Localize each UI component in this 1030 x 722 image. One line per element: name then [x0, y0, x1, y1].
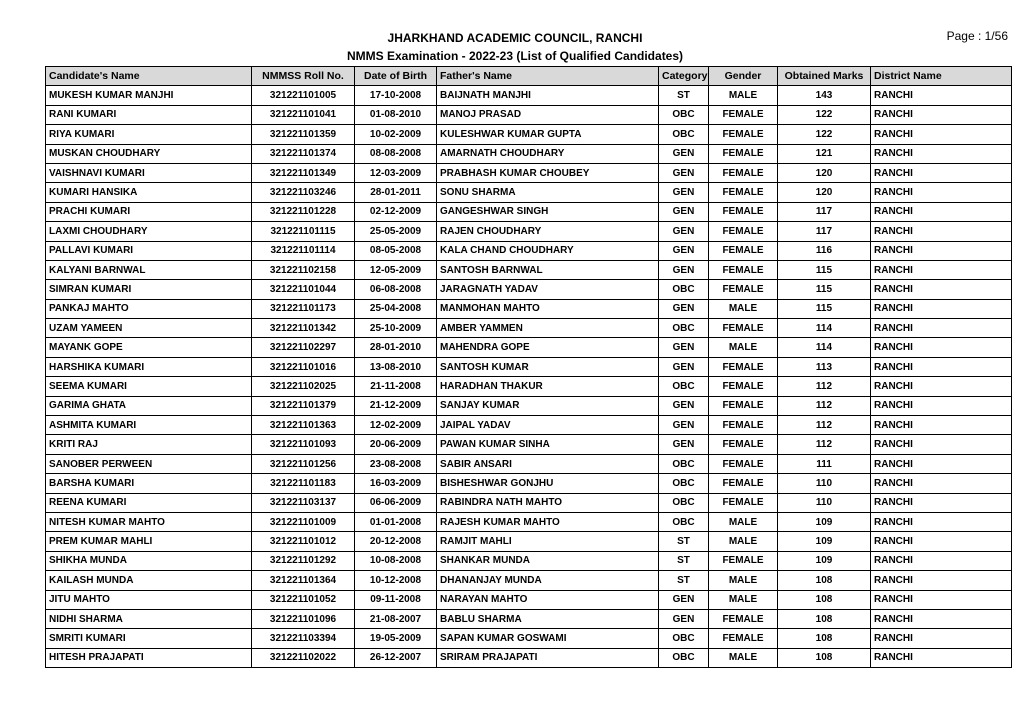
candidate-name-cell: PREM KUMAR MAHLI [46, 532, 252, 551]
candidate-name-cell: NIDHI SHARMA [46, 609, 252, 628]
table-row [46, 493, 1012, 512]
candidate-name-cell: MUKESH KUMAR MANJHI [46, 86, 252, 105]
category-cell: GEN [659, 435, 709, 454]
father-name-cell: SHANKAR MUNDA [437, 551, 659, 570]
category-cell: GEN [659, 299, 709, 318]
gender-cell: MALE [709, 299, 778, 318]
marks-cell: 115 [778, 280, 871, 299]
category-cell: OBC [659, 629, 709, 648]
roll-no-cell: 321221101359 [252, 125, 355, 144]
gender-cell: FEMALE [709, 551, 778, 570]
table-row [46, 105, 1012, 124]
candidate-name-cell: REENA KUMARI [46, 493, 252, 512]
table-row [46, 609, 1012, 628]
roll-no-cell: 321221101016 [252, 357, 355, 376]
table-row [46, 86, 1012, 105]
gender-cell: FEMALE [709, 163, 778, 182]
district-cell: RANCHI [871, 493, 1012, 512]
candidate-name-cell: LAXMI CHOUDHARY [46, 222, 252, 241]
district-cell: RANCHI [871, 416, 1012, 435]
district-cell: RANCHI [871, 144, 1012, 163]
category-cell: GEN [659, 144, 709, 163]
gender-cell: FEMALE [709, 609, 778, 628]
gender-cell: MALE [709, 512, 778, 531]
table-row [46, 144, 1012, 163]
gender-cell: FEMALE [709, 183, 778, 202]
roll-no-cell: 321221101009 [252, 512, 355, 531]
category-cell: GEN [659, 609, 709, 628]
table-row [46, 629, 1012, 648]
roll-no-cell: 321221101044 [252, 280, 355, 299]
gender-cell: FEMALE [709, 125, 778, 144]
roll-no-cell: 321221101364 [252, 571, 355, 590]
gender-cell: FEMALE [709, 144, 778, 163]
father-name-cell: GANGESHWAR SINGH [437, 202, 659, 221]
marks-cell: 108 [778, 609, 871, 628]
table-row [46, 163, 1012, 182]
marks-cell: 112 [778, 416, 871, 435]
father-name-cell: SRIRAM PRAJAPATI [437, 648, 659, 667]
district-cell: RANCHI [871, 435, 1012, 454]
candidate-name-cell: MUSKAN CHOUDHARY [46, 144, 252, 163]
candidate-name-cell: SEEMA KUMARI [46, 377, 252, 396]
district-cell: RANCHI [871, 260, 1012, 279]
father-name-cell: SANTOSH BARNWAL [437, 260, 659, 279]
marks-cell: 116 [778, 241, 871, 260]
candidate-name-cell: RANI KUMARI [46, 105, 252, 124]
roll-no-cell: 321221101115 [252, 222, 355, 241]
marks-cell: 109 [778, 532, 871, 551]
table-row [46, 280, 1012, 299]
marks-cell: 122 [778, 125, 871, 144]
roll-no-cell: 321221102022 [252, 648, 355, 667]
category-cell: ST [659, 571, 709, 590]
table-row [46, 125, 1012, 144]
gender-cell: FEMALE [709, 319, 778, 338]
marks-cell: 109 [778, 512, 871, 531]
table-header-row [46, 67, 1012, 86]
father-name-cell: SAPAN KUMAR GOSWAMI [437, 629, 659, 648]
date-of-birth-cell: 10-02-2009 [355, 125, 437, 144]
gender-cell: FEMALE [709, 105, 778, 124]
marks-cell: 110 [778, 493, 871, 512]
category-cell: GEN [659, 222, 709, 241]
header-district-name: District Name [871, 67, 1012, 86]
roll-no-cell: 321221101342 [252, 319, 355, 338]
date-of-birth-cell: 21-11-2008 [355, 377, 437, 396]
gender-cell: FEMALE [709, 416, 778, 435]
table-row [46, 183, 1012, 202]
roll-no-cell: 321221101012 [252, 532, 355, 551]
date-of-birth-cell: 10-08-2008 [355, 551, 437, 570]
father-name-cell: RAJEN CHOUDHARY [437, 222, 659, 241]
date-of-birth-cell: 23-08-2008 [355, 454, 437, 473]
category-cell: OBC [659, 280, 709, 299]
district-cell: RANCHI [871, 474, 1012, 493]
father-name-cell: SABIR ANSARI [437, 454, 659, 473]
date-of-birth-cell: 10-12-2008 [355, 571, 437, 590]
gender-cell: MALE [709, 590, 778, 609]
category-cell: OBC [659, 454, 709, 473]
candidate-name-cell: UZAM YAMEEN [46, 319, 252, 338]
category-cell: GEN [659, 241, 709, 260]
category-cell: OBC [659, 105, 709, 124]
gender-cell: FEMALE [709, 454, 778, 473]
father-name-cell: DHANANJAY MUNDA [437, 571, 659, 590]
roll-no-cell: 321221101256 [252, 454, 355, 473]
date-of-birth-cell: 26-12-2007 [355, 648, 437, 667]
father-name-cell: BISHESHWAR GONJHU [437, 474, 659, 493]
date-of-birth-cell: 21-12-2009 [355, 396, 437, 415]
marks-cell: 108 [778, 648, 871, 667]
father-name-cell: RAMJIT MAHLI [437, 532, 659, 551]
district-cell: RANCHI [871, 319, 1012, 338]
table-row [46, 571, 1012, 590]
district-cell: RANCHI [871, 183, 1012, 202]
date-of-birth-cell: 08-08-2008 [355, 144, 437, 163]
gender-cell: FEMALE [709, 357, 778, 376]
table-row [46, 396, 1012, 415]
father-name-cell: JAIPAL YADAV [437, 416, 659, 435]
district-cell: RANCHI [871, 105, 1012, 124]
date-of-birth-cell: 13-08-2010 [355, 357, 437, 376]
date-of-birth-cell: 20-12-2008 [355, 532, 437, 551]
date-of-birth-cell: 16-03-2009 [355, 474, 437, 493]
category-cell: OBC [659, 125, 709, 144]
header-category: Category [659, 67, 709, 86]
header-obtained-marks: Obtained Marks [778, 67, 871, 86]
father-name-cell: KULESHWAR KUMAR GUPTA [437, 125, 659, 144]
roll-no-cell: 321221102158 [252, 260, 355, 279]
candidate-name-cell: PANKAJ MAHTO [46, 299, 252, 318]
category-cell: OBC [659, 377, 709, 396]
district-cell: RANCHI [871, 125, 1012, 144]
roll-no-cell: 321221101093 [252, 435, 355, 454]
marks-cell: 110 [778, 474, 871, 493]
candidate-name-cell: SIMRAN KUMARI [46, 280, 252, 299]
district-cell: RANCHI [871, 377, 1012, 396]
table-row [46, 260, 1012, 279]
marks-cell: 121 [778, 144, 871, 163]
father-name-cell: KALA CHAND CHOUDHARY [437, 241, 659, 260]
marks-cell: 112 [778, 377, 871, 396]
father-name-cell: NARAYAN MAHTO [437, 590, 659, 609]
candidate-name-cell: ASHMITA KUMARI [46, 416, 252, 435]
table-row [46, 474, 1012, 493]
category-cell: GEN [659, 590, 709, 609]
date-of-birth-cell: 02-12-2009 [355, 202, 437, 221]
date-of-birth-cell: 20-06-2009 [355, 435, 437, 454]
district-cell: RANCHI [871, 222, 1012, 241]
district-cell: RANCHI [871, 532, 1012, 551]
marks-cell: 115 [778, 260, 871, 279]
category-cell: GEN [659, 416, 709, 435]
father-name-cell: MANMOHAN MAHTO [437, 299, 659, 318]
father-name-cell: RABINDRA NATH MAHTO [437, 493, 659, 512]
roll-no-cell: 321221101183 [252, 474, 355, 493]
father-name-cell: SANJAY KUMAR [437, 396, 659, 415]
document-title: JHARKHAND ACADEMIC COUNCIL, RANCHI [387, 31, 643, 45]
roll-no-cell: 321221103394 [252, 629, 355, 648]
district-cell: RANCHI [871, 629, 1012, 648]
table-row [46, 435, 1012, 454]
district-cell: RANCHI [871, 202, 1012, 221]
header-candidate-name: Candidate's Name [46, 67, 252, 86]
date-of-birth-cell: 06-06-2009 [355, 493, 437, 512]
date-of-birth-cell: 01-01-2008 [355, 512, 437, 531]
father-name-cell: BAIJNATH MANJHI [437, 86, 659, 105]
candidate-name-cell: PRACHI KUMARI [46, 202, 252, 221]
roll-no-cell: 321221101173 [252, 299, 355, 318]
table-row [46, 512, 1012, 531]
gender-cell: FEMALE [709, 396, 778, 415]
table-row [46, 241, 1012, 260]
district-cell: RANCHI [871, 338, 1012, 357]
table-row [46, 222, 1012, 241]
candidate-name-cell: NITESH KUMAR MAHTO [46, 512, 252, 531]
candidate-name-cell: PALLAVI KUMARI [46, 241, 252, 260]
roll-no-cell: 321221101379 [252, 396, 355, 415]
table-row [46, 454, 1012, 473]
table-row [46, 338, 1012, 357]
marks-cell: 117 [778, 222, 871, 241]
header-gender: Gender [709, 67, 778, 86]
marks-cell: 111 [778, 454, 871, 473]
category-cell: GEN [659, 163, 709, 182]
category-cell: GEN [659, 357, 709, 376]
marks-cell: 120 [778, 163, 871, 182]
category-cell: OBC [659, 474, 709, 493]
date-of-birth-cell: 21-08-2007 [355, 609, 437, 628]
marks-cell: 143 [778, 86, 871, 105]
candidate-name-cell: RIYA KUMARI [46, 125, 252, 144]
roll-no-cell: 321221101292 [252, 551, 355, 570]
roll-no-cell: 321221101228 [252, 202, 355, 221]
table-row [46, 202, 1012, 221]
gender-cell: FEMALE [709, 629, 778, 648]
table-row [46, 648, 1012, 667]
header-roll-no: NMMSS Roll No. [252, 67, 355, 86]
gender-cell: FEMALE [709, 493, 778, 512]
candidate-name-cell: SANOBER PERWEEN [46, 454, 252, 473]
father-name-cell: PRABHASH KUMAR CHOUBEY [437, 163, 659, 182]
candidate-name-cell: MAYANK GOPE [46, 338, 252, 357]
category-cell: ST [659, 551, 709, 570]
category-cell: OBC [659, 512, 709, 531]
marks-cell: 122 [778, 105, 871, 124]
category-cell: OBC [659, 493, 709, 512]
date-of-birth-cell: 08-05-2008 [355, 241, 437, 260]
table-row [46, 377, 1012, 396]
gender-cell: MALE [709, 571, 778, 590]
candidate-name-cell: BARSHA KUMARI [46, 474, 252, 493]
candidate-name-cell: KUMARI HANSIKA [46, 183, 252, 202]
date-of-birth-cell: 25-05-2009 [355, 222, 437, 241]
category-cell: ST [659, 532, 709, 551]
gender-cell: MALE [709, 338, 778, 357]
gender-cell: FEMALE [709, 222, 778, 241]
district-cell: RANCHI [871, 590, 1012, 609]
father-name-cell: RAJESH KUMAR MAHTO [437, 512, 659, 531]
marks-cell: 108 [778, 629, 871, 648]
marks-cell: 114 [778, 338, 871, 357]
father-name-cell: PAWAN KUMAR SINHA [437, 435, 659, 454]
gender-cell: MALE [709, 532, 778, 551]
marks-cell: 117 [778, 202, 871, 221]
gender-cell: MALE [709, 648, 778, 667]
gender-cell: FEMALE [709, 474, 778, 493]
district-cell: RANCHI [871, 86, 1012, 105]
roll-no-cell: 321221102297 [252, 338, 355, 357]
father-name-cell: HARADHAN THAKUR [437, 377, 659, 396]
table-row [46, 299, 1012, 318]
marks-cell: 120 [778, 183, 871, 202]
category-cell: GEN [659, 260, 709, 279]
roll-no-cell: 321221101114 [252, 241, 355, 260]
roll-no-cell: 321221101005 [252, 86, 355, 105]
roll-no-cell: 321221102025 [252, 377, 355, 396]
district-cell: RANCHI [871, 163, 1012, 182]
father-name-cell: AMBER YAMMEN [437, 319, 659, 338]
marks-cell: 114 [778, 319, 871, 338]
date-of-birth-cell: 25-10-2009 [355, 319, 437, 338]
marks-cell: 112 [778, 396, 871, 415]
district-cell: RANCHI [871, 241, 1012, 260]
roll-no-cell: 321221101096 [252, 609, 355, 628]
date-of-birth-cell: 01-08-2010 [355, 105, 437, 124]
date-of-birth-cell: 12-02-2009 [355, 416, 437, 435]
table-row [46, 319, 1012, 338]
table-row [46, 416, 1012, 435]
candidate-name-cell: KAILASH MUNDA [46, 571, 252, 590]
district-cell: RANCHI [871, 396, 1012, 415]
candidate-name-cell: GARIMA GHATA [46, 396, 252, 415]
date-of-birth-cell: 25-04-2008 [355, 299, 437, 318]
table-row [46, 590, 1012, 609]
table-row [46, 357, 1012, 376]
gender-cell: FEMALE [709, 241, 778, 260]
marks-cell: 112 [778, 435, 871, 454]
father-name-cell: BABLU SHARMA [437, 609, 659, 628]
father-name-cell: MANOJ PRASAD [437, 105, 659, 124]
category-cell: OBC [659, 319, 709, 338]
candidate-name-cell: JITU MAHTO [46, 590, 252, 609]
gender-cell: FEMALE [709, 260, 778, 279]
category-cell: GEN [659, 183, 709, 202]
roll-no-cell: 321221103246 [252, 183, 355, 202]
header-father-name: Father's Name [437, 67, 659, 86]
candidates-table [45, 66, 1012, 668]
father-name-cell: AMARNATH CHOUDHARY [437, 144, 659, 163]
gender-cell: FEMALE [709, 280, 778, 299]
gender-cell: FEMALE [709, 377, 778, 396]
father-name-cell: SONU SHARMA [437, 183, 659, 202]
gender-cell: FEMALE [709, 435, 778, 454]
candidate-name-cell: KRITI RAJ [46, 435, 252, 454]
gender-cell: FEMALE [709, 202, 778, 221]
table-row [46, 551, 1012, 570]
category-cell: ST [659, 86, 709, 105]
roll-no-cell: 321221101374 [252, 144, 355, 163]
district-cell: RANCHI [871, 648, 1012, 667]
category-cell: OBC [659, 648, 709, 667]
candidate-name-cell: VAISHNAVI KUMARI [46, 163, 252, 182]
district-cell: RANCHI [871, 512, 1012, 531]
table-row [46, 532, 1012, 551]
marks-cell: 108 [778, 571, 871, 590]
date-of-birth-cell: 12-05-2009 [355, 260, 437, 279]
candidate-name-cell: KALYANI BARNWAL [46, 260, 252, 279]
father-name-cell: MAHENDRA GOPE [437, 338, 659, 357]
date-of-birth-cell: 19-05-2009 [355, 629, 437, 648]
district-cell: RANCHI [871, 299, 1012, 318]
marks-cell: 113 [778, 357, 871, 376]
father-name-cell: SANTOSH KUMAR [437, 357, 659, 376]
roll-no-cell: 321221101052 [252, 590, 355, 609]
marks-cell: 115 [778, 299, 871, 318]
date-of-birth-cell: 12-03-2009 [355, 163, 437, 182]
marks-cell: 108 [778, 590, 871, 609]
district-cell: RANCHI [871, 609, 1012, 628]
document-subtitle: NMMS Examination - 2022-23 (List of Qualified Candidates) [346, 49, 684, 63]
category-cell: GEN [659, 396, 709, 415]
date-of-birth-cell: 09-11-2008 [355, 590, 437, 609]
district-cell: RANCHI [871, 357, 1012, 376]
district-cell: RANCHI [871, 551, 1012, 570]
marks-cell: 109 [778, 551, 871, 570]
date-of-birth-cell: 28-01-2011 [355, 183, 437, 202]
page-number: Page : 1/56 [946, 29, 1008, 43]
candidate-name-cell: SMRITI KUMARI [46, 629, 252, 648]
roll-no-cell: 321221101349 [252, 163, 355, 182]
candidate-name-cell: SHIKHA MUNDA [46, 551, 252, 570]
candidate-name-cell: HARSHIKA KUMARI [46, 357, 252, 376]
category-cell: GEN [659, 338, 709, 357]
district-cell: RANCHI [871, 280, 1012, 299]
district-cell: RANCHI [871, 571, 1012, 590]
gender-cell: MALE [709, 86, 778, 105]
date-of-birth-cell: 17-10-2008 [355, 86, 437, 105]
district-cell: RANCHI [871, 454, 1012, 473]
roll-no-cell: 321221101041 [252, 105, 355, 124]
category-cell: GEN [659, 202, 709, 221]
date-of-birth-cell: 28-01-2010 [355, 338, 437, 357]
candidate-name-cell: HITESH PRAJAPATI [46, 648, 252, 667]
header-date-of-birth: Date of Birth [355, 67, 437, 86]
date-of-birth-cell: 06-08-2008 [355, 280, 437, 299]
roll-no-cell: 321221103137 [252, 493, 355, 512]
roll-no-cell: 321221101363 [252, 416, 355, 435]
father-name-cell: JARAGNATH YADAV [437, 280, 659, 299]
